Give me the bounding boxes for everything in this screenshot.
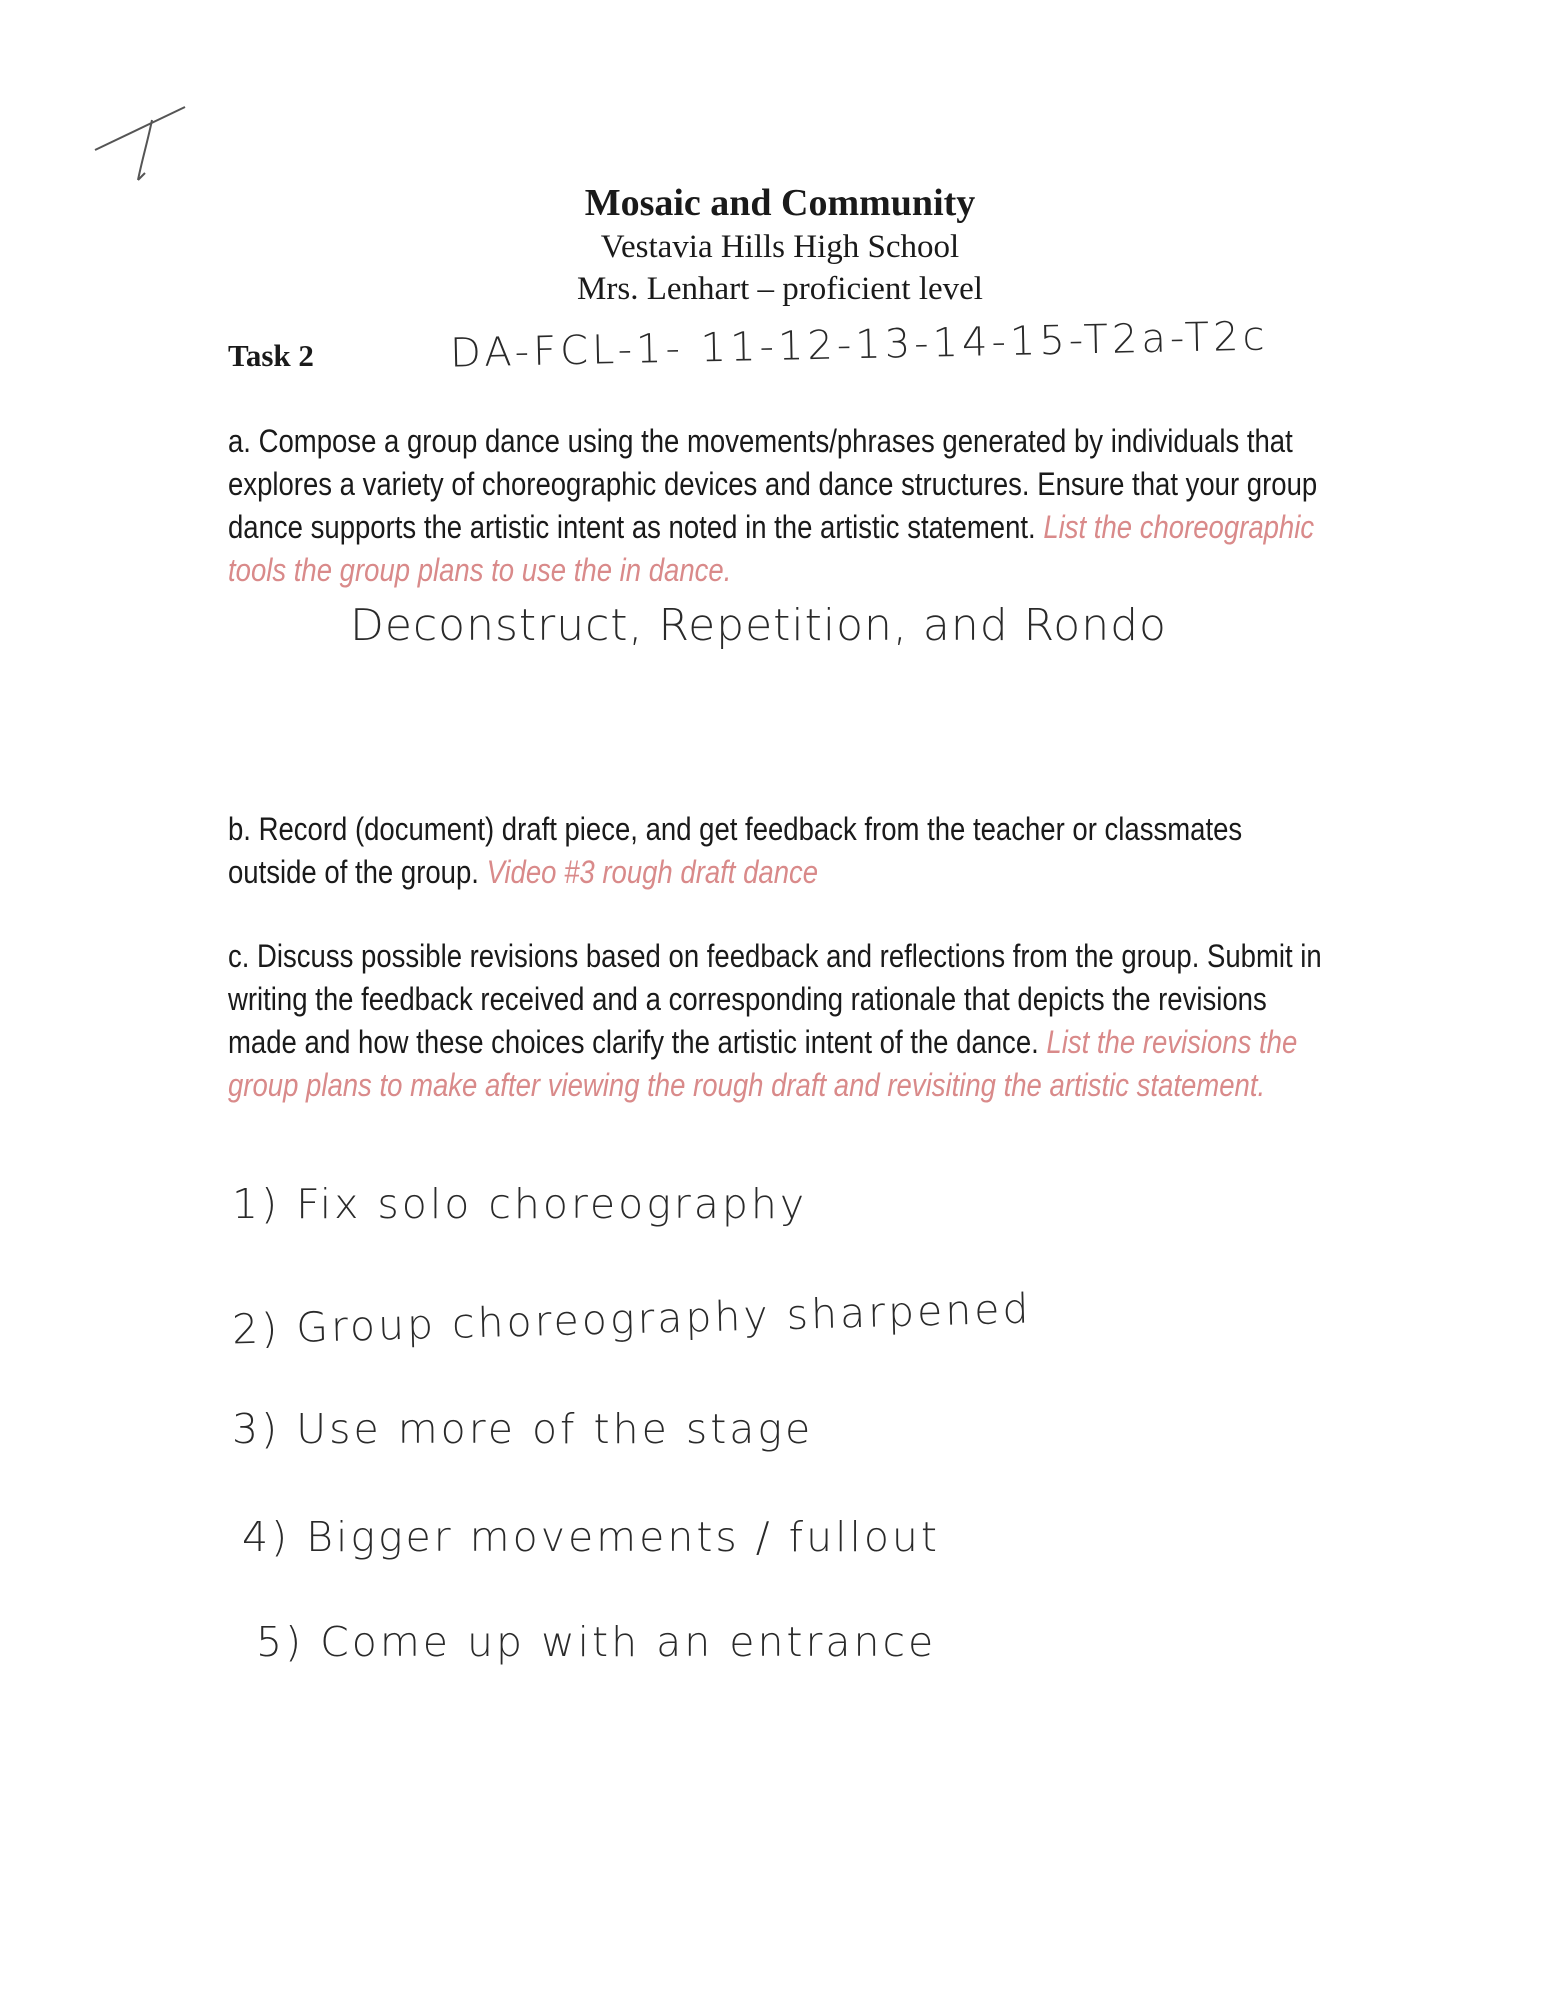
section-c-prompt: List the revisions the group plans to make after viewing the rough draft and revisiting the artistic statement. — [228, 1024, 1298, 1103]
section-b — [228, 808, 1338, 894]
section-b-prompt: Video #3 rough draft dance — [486, 854, 819, 890]
worksheet-title: Mosaic and Community — [584, 182, 976, 224]
section-a-text-block — [228, 420, 1337, 592]
section-b-instructions: b. Record (document) draft piece, and get feedback from the teacher or classmates outside of the group. — [228, 811, 1243, 890]
revision-item: 5) Come up with an entrance — [256, 1618, 937, 1666]
section-c — [228, 935, 1338, 1107]
corner-mark-svg — [90, 95, 200, 190]
section-a-prompt: List the choreographic tools the group plans to use the in dance. — [228, 509, 1315, 588]
section-c-text-block — [228, 935, 1337, 1107]
section-c-instructions: c. Discuss possible revisions based on feedback and reflections from the group. Submit in writing the feedback received and a corresponding rationale that depicts the revisions made and how these choices clarify the artistic intent of the dance. — [228, 938, 1322, 1060]
school-name: Vestavia Hills High School — [600, 229, 960, 265]
handwritten-mark-icon — [90, 95, 200, 190]
teacher-level: Mrs. Lenhart – proficient level — [577, 271, 983, 307]
revision-item: 1) Fix solo choreography — [232, 1180, 808, 1228]
task-label: Task 2 — [228, 338, 314, 373]
revision-item: 4) Bigger movements / fullout — [242, 1513, 940, 1561]
section-a-answer-handwritten: Deconstruct, Repetition, and Rondo — [350, 600, 1167, 651]
section-a — [228, 420, 1338, 592]
section-b-text-block — [228, 808, 1337, 894]
section-a-instructions: a. Compose a group dance using the movements/phrases generated by individuals that explores a variety of choreographic devices and dance structures. Ensure that your group dance supports the artistic intent as noted in the artistic statement. — [228, 423, 1318, 545]
standards-code-handwritten: DA-FCL-1- 11-12-13-14-15-T2a-T2c — [449, 313, 1269, 377]
worksheet-header — [440, 180, 1120, 310]
revision-item: 2) Group choreography sharpened — [231, 1284, 1033, 1354]
revision-item: 3) Use more of the stage — [232, 1405, 814, 1453]
